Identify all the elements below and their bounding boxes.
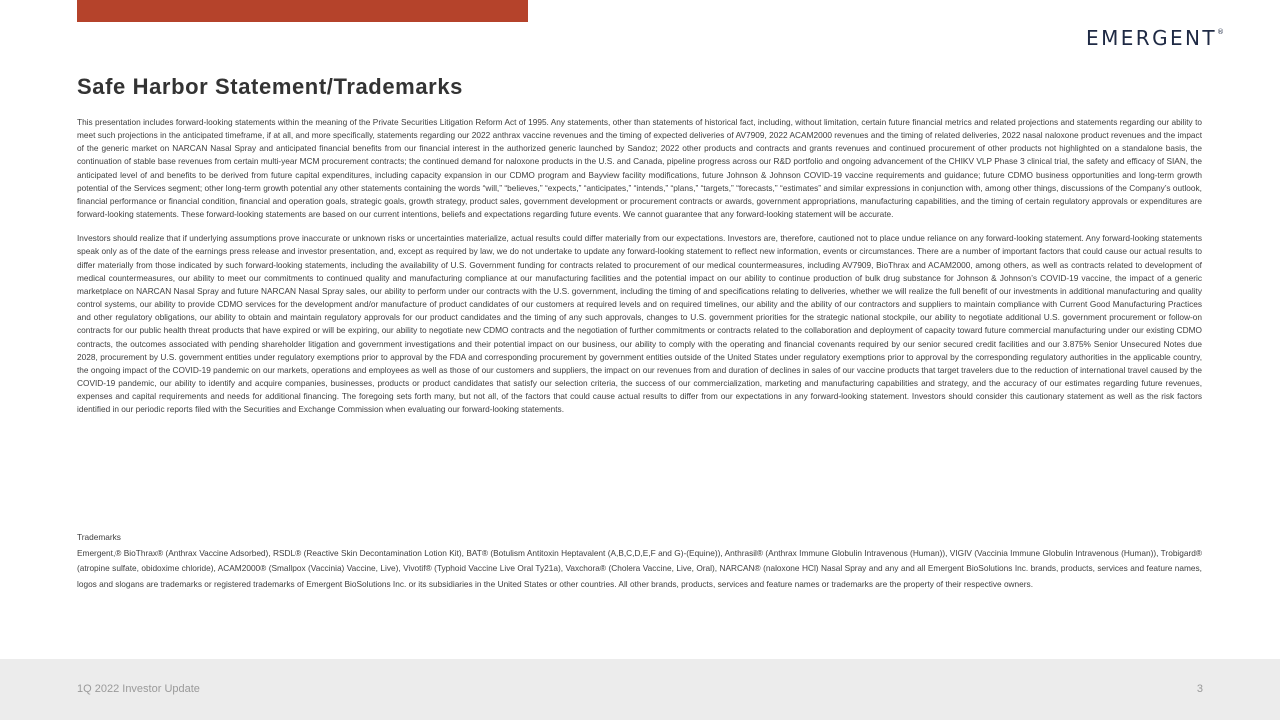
footer xyxy=(0,659,1280,720)
trademarks-section xyxy=(77,531,1202,592)
page-title: Safe Harbor Statement/Trademarks xyxy=(77,74,464,99)
trademarks-heading: Trademarks xyxy=(77,532,121,542)
accent-bar xyxy=(77,0,528,22)
logo-mark: ® xyxy=(1217,28,1224,36)
safe-harbor-paragraph-2: Investors should realize that if underlying assumptions prove inaccurate or unknown risks or uncertainties materialize, actual results could differ materially from our expectations. Investors are, therefore, cautioned not to place undue reliance on any forward-looking statement. Any forward-looking statements speak only as of the date of the earnings press release and investor presentation, and, except as required by law, we do not undertake to update any forward-looking statement to reflect new information, events or circumstances. There are a number of important factors that could cause our actual results to differ materially from those indicated by such forward-looking statements, including the availability of U.S. Government funding for contracts related to procurement of our medical countermeasures, including AV7909, BioThrax and ACAM2000, among others, as well as contracts related to development of medical countermeasures, our ability to meet our commitments to continued quality and manufacturing compliance at our manufacturing facilities and the potential impact on our ability to continue production of bulk drug substance for Johnson & Johnson’s COVID-19 vaccine, the impact of a generic marketplace on NARCAN Nasal Spray and future NARCAN Nasal Spray sales, our ability to perform under our contracts with the U.S. government, including the timing of and specifications relating to deliveries, whether we will realize the full benefit of our investments in additional manufacturing and quality control systems, our ability to provide CDMO services for the development and/or manufacture of product candidates of our customers at required levels and on required timelines, our ability and the ability of our contractors and suppliers to maintain compliance with Current Good Manufacturing Practices and other regulatory obligations, our ability to obtain and maintain regulatory approvals for our product candidates and the timing of any such approvals, changes to U.S. government priorities for the strategic national stockpile, our ability to negotiate additional U.S. government procurement or follow-on contracts for our public health threat products that have expired or will be expiring, our ability to negotiate new CDMO contracts and the negotiation of further commitments or contracts related to the collaboration and deployment of capacity toward future commercial manufacturing under our existing CDMO contracts, the outcomes associated with pending shareholder litigation and government investigations and their potential impact on our business, our ability to comply with the operating and financial covenants required by our senior secured credit facilities and our 3.875% Senior Unsecured Notes due 2028, procurement by U.S. government entities under regulatory exemptions prior to approval by the FDA and corresponding procurement by government entities outside of the United States under regulatory exemptions prior to approval by the corresponding regulatory authorities in the applicable country, the ongoing impact of the COVID-19 pandemic on our markets, operations and employees as well as those of our customers and suppliers, the impact on our revenues from and duration of declines in sales of our vaccine products that target travelers due to the reduction of international travel caused by the COVID-19 pandemic, our ability to identify and acquire companies, businesses, products or product candidates that satisfy our selection criteria, the success of our commercialization, marketing and manufacturing capabilities and strategy, and the accuracy of our estimates regarding future revenues, expenses and capital requirements and needs for additional financing. The foregoing sets forth many, but not all, of the factors that could cause actual results to differ from our expectations in any forward-looking statement. Investors should consider this cautionary statement as well as the risk factors identified in our periodic reports filed with the Securities and Exchange Commission when evaluating our forward-looking statements. xyxy=(77,233,1202,415)
logo-text: EMERGENT xyxy=(1086,26,1217,50)
safe-harbor-paragraph-1: This presentation includes forward-looking statements within the meaning of the Private Securities Litigation Reform Act of 1995. Any statements, other than statements of historical fact, including, without limitation, certain future financial metrics and related projections and statements regarding our ability to meet such projections in the anticipated timeframe, if at all, and more specifically, statements regarding our 2022 anthrax vaccine revenues and the timing of expected deliveries of AV7909, 2022 ACAM2000 revenues and the timing of related deliveries, 2022 nasal naloxone product revenues and the impact of the generic market on NARCAN Nasal Spray and anticipated financial benefits from our financial interest in the authorized generic launched by Sandoz; 2022 other products and contracts and grants revenues and continued procurement of other products not highlighted on a standalone basis, the continuation of stable base revenues from certain multi-year MCM procurement contracts; the continued demand for naloxone products in the U.S. and Canada, pipeline progress across our R&D portfolio and ongoing advancement of the CHIKV VLP Phase 3 clinical trial, the safety and efficacy of SIAN, the anticipated level of and benefits to be derived from future capital expenditures, including capacity expansion in our CDMO program and Bayview facility modifications, future Johnson & Johnson COVID-19 vaccine requirements and guidance; future CDMO business opportunities and long-term growth potential of the Services segment; other long-term growth potential any other statements containing the words “will,” “believes,” “expects,” “anticipates,” “intends,” “plans,” “targets,” “forecasts,” “estimates” and similar expressions in conjunction with, among other things, discussions of the Company’s outlook, financial performance or financial condition, financial and operation goals, strategic goals, growth strategy, product sales, government development or procurement contracts or awards, government appropriations, manufacturing capabilities, and the timing of certain regulatory approvals or expenditures are forward-looking statements. These forward-looking statements are based on our current intentions, beliefs and expectations regarding future events. We cannot guarantee that any forward-looking statement will be accurate. xyxy=(77,117,1202,220)
footer-label: 1Q 2022 Investor Update xyxy=(77,683,200,695)
safe-harbor-body xyxy=(77,116,1202,416)
emergent-logo xyxy=(1086,26,1224,50)
trademarks-text: Emergent,® BioThrax® (Anthrax Vaccine Adsorbed), RSDL® (Reactive Skin Decontamination Lotion Kit), BAT® (Botulism Antitoxin Heptavalent (A,B,C,D,E,F and G)-(Equine)), Anthrasil® (Anthrax Immune Globulin Intravenous (Human)), VIGIV (Vaccinia Immune Globulin Intravenous (Human)), Trobigard® (atropine sulfate, obidoxime chloride), ACAM2000® (Smallpox (Vaccinia) Vaccine, Live), Vivotif® (Typhoid Vaccine Live Oral Ty21a), Vaxchora® (Cholera Vaccine, Live, Oral), NARCAN® (naloxone HCl) Nasal Spray and any and all Emergent BioSolutions Inc. brands, products, services and feature names, logos and slogans are trademarks or registered trademarks of Emergent BioSolutions Inc. or its subsidiaries in the United States or other countries. All other brands, products, services and feature names or trademarks are the property of their respective owners. xyxy=(77,548,1202,589)
page-number: 3 xyxy=(1196,683,1203,695)
